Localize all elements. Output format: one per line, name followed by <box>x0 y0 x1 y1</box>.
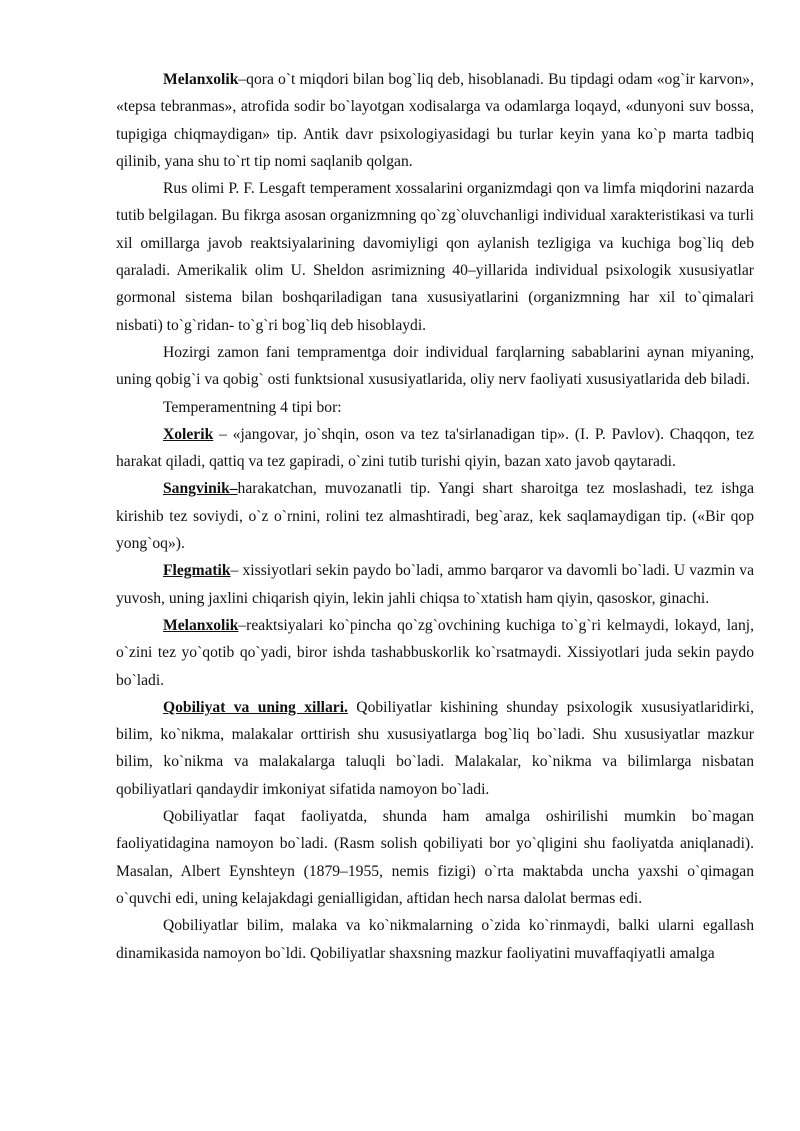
term-melanxolik-2: Melanxolik <box>163 616 239 634</box>
paragraph-lesgaft <box>116 175 754 339</box>
paragraph-text: Qobiliyatlar kishining shunday psixologik xususiyatlaridirki, bilim, ko`nikma, malakalar orttirish shu xususiyatlarga bog`liq bo`ladi. Shu xususiyatlar mazkur bilim, ko`nikma va malakalarga taluqli bo`ladi. Malakalar, ko`nikma va bilimlarga nisbatan qobiliyatlari qandaydir imkoniyat sifatida namoyon bo`ladi. <box>116 698 755 798</box>
paragraph-melanxolik-intro <box>116 66 754 175</box>
paragraph-text: Temperamentning 4 tipi bor: <box>163 398 342 416</box>
term-xolerik: Xolerik <box>163 425 214 443</box>
paragraph-text: harakatchan, muvozanatli tip. Yangi shart sharoitga tez moslashadi, tez ishga kirishib tez soviydi, o`z o`rnini, rolini tez almashtiradi, beg`araz, kek saqlamaydigan tip. («Bir qop yong`oq»). <box>116 480 754 553</box>
paragraph-text: –qora o`t miqdori bilan bog`liq deb, hisoblanadi. Bu tipdagi odam «og`ir karvon», «tepsa tebranmas», atrofida sodir bo`layotgan xodisalarga va odamlarga loqayd, «dunyoni suv bossa, tupigiga chiqmaydigan» tip. Antik davr psixologiyasidagi bu turlar keyin yana ko`p marta tadbiq qilinib, yana shu to`rt tip nomi saqlanib qolgan. <box>116 71 754 170</box>
paragraph-text: – «jangovar, jo`shqin, oson va tez ta'sirlanadigan tip». (I. P. Pavlov). Chaqqon, tez harakat qiladi, qattiq va tez gapiradi, o`zini tutib turishi qiyin, bazan xato javob qaytaradi. <box>116 425 754 471</box>
paragraph-text: Hozirgi zamon fani tempramentga doir individual farqlarning sabablarini aynan miyaning, uning qobig`i va qobig` osti funktsional xususiyatlarida, oliy nerv faoliyati xususiyatlarida deb biladi. <box>116 343 754 389</box>
paragraph-modern-science <box>116 339 754 394</box>
term-flegmatik: Flegmatik <box>163 562 231 580</box>
paragraph-qobiliyat <box>116 694 754 803</box>
paragraph-flegmatik <box>116 557 754 612</box>
term-melanxolik: Melanxolik <box>163 71 239 88</box>
paragraph-faoliyat <box>116 803 754 912</box>
term-qobiliyat: Qobiliyat va uning xillari. <box>163 698 348 716</box>
paragraph-text: – xissiyotlari sekin paydo bo`ladi, ammo barqaror va davomli bo`ladi. U vazmin va yuvosh, uning jaxlini chiqarish qiyin, lekin jahli chiqsa to`xtatish ham qiyin, qasoskor, ginachi. <box>116 562 754 607</box>
term-sangvinik: Sangvinik– <box>163 480 238 498</box>
paragraph-xolerik <box>116 421 754 476</box>
paragraph-text: –reaktsiyalari ko`pincha qo`zg`ovchining kuchiga to`g`ri kelmaydi, lokayd, lanj, o`zini tez yo`qotib qo`yadi, biror ishda tashabbuskorlik ko`rsatmaydi. Xissiyotlari juda sekin paydo bo`ladi. <box>116 616 754 689</box>
paragraph-text: Rus olimi P. F. Lesgaft temperament xossalarini organizmdagi qon va limfa miqdorini nazarda tutib belgilagan. Bu fikrga asosan organizmning qo`zg`oluvchanligi individual xarakteristikasi va turli xil omillarga javob reaktsiyalarining davomiyligi qon aylanish tezligiga va kuchiga bog`liq deb qaraladi. Amerikalik olim U. Sheldon asrimizning 40–yillarida individual psixologik xususiyatlar gormonal sistema bilan boshqariladigan tana xususiyatlarini (organizmning har xil to`qimalari nisbati) to`g`ridan- to`g`ri bog`liq deb hisoblaydi. <box>116 180 754 334</box>
paragraph-dinamika <box>116 912 754 967</box>
paragraph-text: Qobiliyatlar faqat faoliyatda, shunda ham amalga oshirilishi mumkin bo`magan faoliyatidagina namoyon bo`ladi. (Rasm solish qobiliyati bor yo`qligini shu faoliyatda aniqlanadi). Masalan, Albert Eynshteyn (1879–1955, nemis fizigi) o`rta maktabda uncha yaxshi o`qimagan o`quvchi edi, uning kelajakdagi genialligidan, aftidan hech narsa dalolat bermas edi. <box>116 808 754 907</box>
paragraph-melanxolik <box>116 612 754 694</box>
paragraph-text: Qobiliyatlar bilim, malaka va ko`nikmalarning o`zida ko`rinmaydi, balki ularni egallash dinamikasida namoyon bo`ldi. Qobiliyatlar shaxsning mazkur faoliyatini muvaffaqiyatli amalga <box>116 917 754 962</box>
paragraph-sangvinik <box>116 475 754 557</box>
paragraph-four-types <box>116 394 754 421</box>
